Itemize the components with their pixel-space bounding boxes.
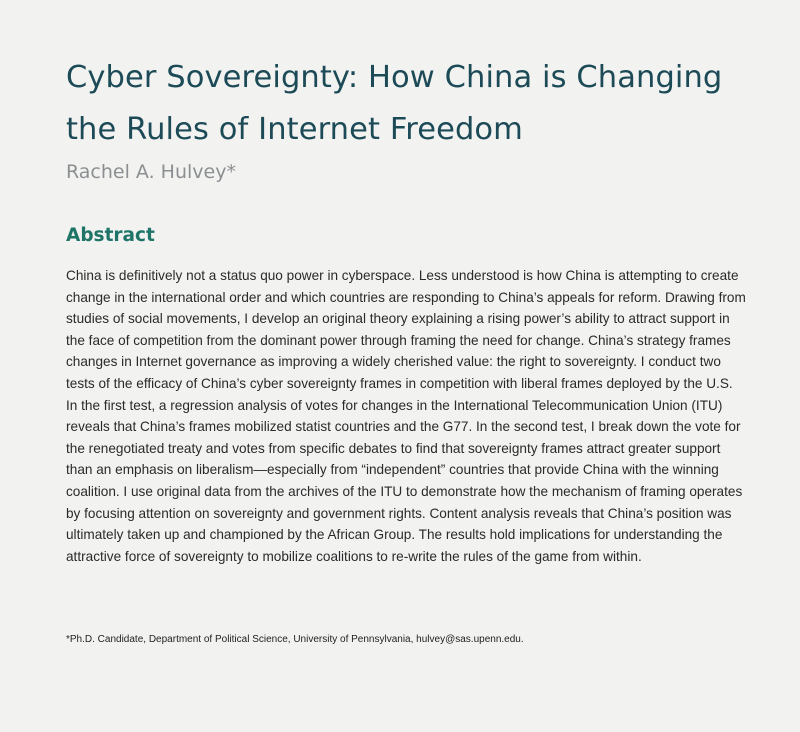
author-footnote: *Ph.D. Candidate, Department of Political Science, University of Pennsylvania, hulvey@sas.upenn.edu. <box>66 634 524 645</box>
abstract-text: China is definitively not a status quo power in cyberspace. Less understood is how China is attempting to create change in the international order and which countries are responding to China’s appeals for reform. Drawing from studies of social movements, I develop an original theory explaining a rising power’s ability to attract support in the face of competition from the dominant power through framing the need for change. China’s strategy frames changes in Internet governance as improving a widely cherished value: the right to sovereignty. I conduct two tests of the efficacy of China’s cyber sovereignty frames in competition with liberal frames deployed by the U.S. In the first test, a regression analysis of votes for changes in the International Telecommunication Union (ITU) reveals that China’s frames mobilized statist countries and the G77. In the second test, I break down the vote for the renegotiated treaty and votes from specific debates to find that sovereignty frames attract greater support than an emphasis on liberalism—especially from “independent” countries that provide China with the winning coalition. I use original data from the archives of the ITU to demonstrate how the mechanism of framing operates by focusing attention on sovereignty and government rights. Content analysis reveals that China’s position was ultimately taken up and championed by the African Group. The results hold implications for understanding the attractive force of sovereignty to mobilize coalitions to re-write the rules of the game from within. <box>66 268 746 564</box>
author-name: Rachel A. Hulvey* <box>66 161 236 183</box>
abstract-heading: Abstract <box>66 225 155 246</box>
paper-title: Cyber Sovereignty: How China is Changing the Rules of Internet Freedom <box>66 60 723 147</box>
